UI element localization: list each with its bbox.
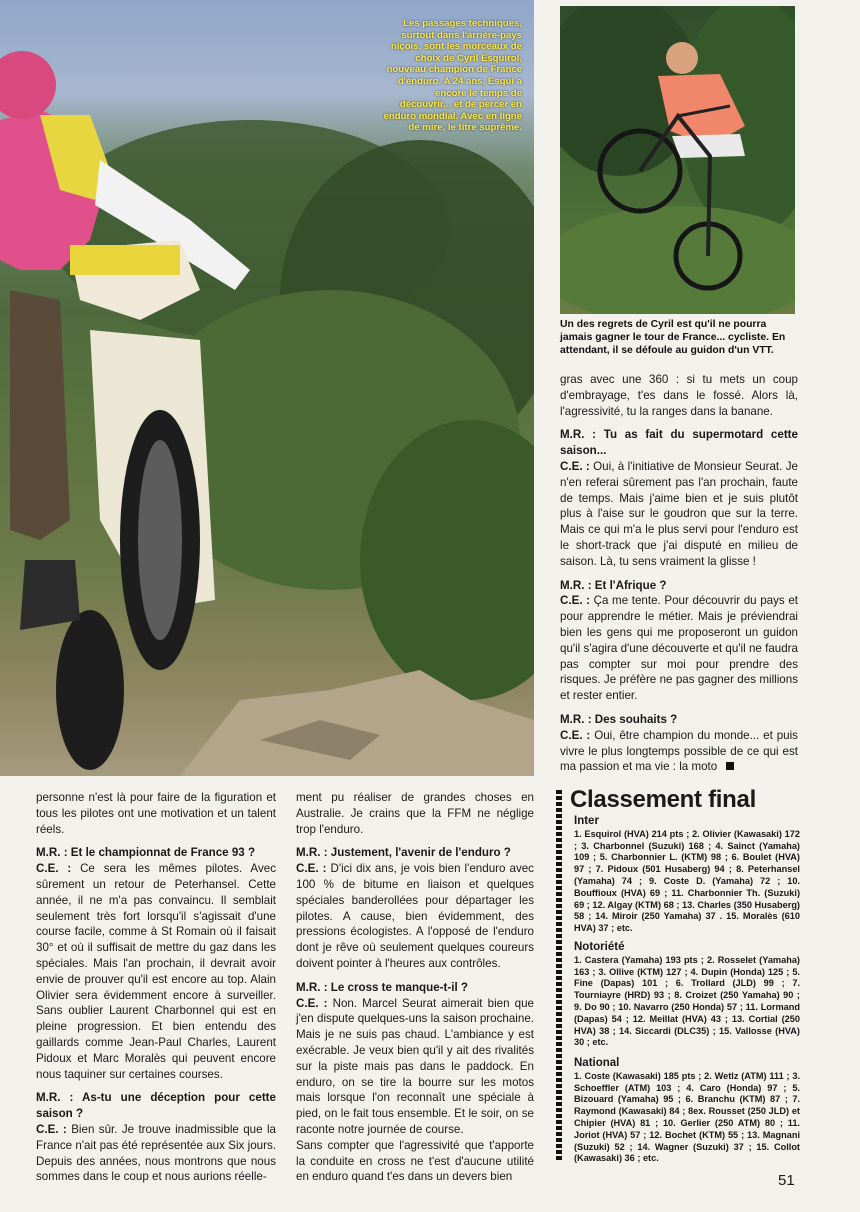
side-photo-caption: Un des regrets de Cyril est qu'il ne pourra jamais gagner le tour de France... cycliste. En attendant, il se défoule au guidon d'un VTT. xyxy=(560,319,786,356)
question: M.R. : Et l'Afrique ? xyxy=(560,578,667,592)
side-photo-illustration xyxy=(560,6,795,314)
paragraph: personne n'est là pour faire de la figuration et tous les pilotes ont une motivation et un talent réels. xyxy=(36,791,276,836)
interview-column-1 xyxy=(36,790,276,1193)
main-photo-caption: Les passages techniques, surtout dans l'arrière-pays niçois, sont les morceaux de choix de Cyril Esquirol, nouveau champion de France d'enduro. A 24 ans, Esqui a encore le temps de découvrir... et de percer en enduro mondial. Avec en ligne de mire, le titre suprême. xyxy=(383,18,522,134)
answer: Ce sera les mêmes pilotes. Avec sûrement un retour de Peterhansel. Cette année, il ne m'a pas convaincu. Il semblait seulement très fort lorsqu'il s'agissait d'une course facile, comme à St Romain où il faisait 30° et où il suffisait de mettre du gaz dans les spéciales. Mais l'an prochain, il devrait avoir envie de prouver qu'il est encore au top. Alain Olivier sera évidemment encore à surveiller. Sans oublier Laurent Charbonnel qui est en pleine progression. Et bien entendu des gaillards comme Jean-Paul Charles, Laurent Pidoux et Marc Moralès qui peuvent encore nous taquiner sur certaines courses. xyxy=(36,862,276,1081)
category-results: 1. Coste (Kawasaki) 185 pts ; 2. Wetlz (ATM) 111 ; 3. Schoeffler (ATM) 103 ; 4. Caro (Honda) 97 ; 5. Bizouard (Yamaha) 95 ; 6. Branchu (KTM) 87 ; 7. Raymond (Kawasaki) 84 ; 8ex. Rousset (250 JLD) et Chipier (HVA) 81 ; 10. Gerlier (250 ATM) 80 ; 11. Joriot (HVA) 57 ; 12. Bochet (KTM) 55 ; 13. Magnani (Suzuki) 52 ; 14. Wagner (Suzuki) 37 ; 15. Collot (Kawasaki) 36 ; etc. xyxy=(574,1070,800,1164)
classement-category-notoriete xyxy=(574,942,800,1049)
category-results: 1. Castera (Yamaha) 193 pts ; 2. Rosselet (Yamaha) 163 ; 3. Ollive (KTM) 127 ; 4. Dupin (Honda) 125 ; 5. Fine (Dapas) 101 ; 6. Trollard (JLD) 99 ; 7. Tourniayre (HRD) 93 ; 8. Croizet (250 Yamaha) 90 ; 9. Do 90 ; 10. Navarro (250 Honda) 57 ; 11. Lormand (Dapas) 54 ; 12. Meillat (HVA) 43 ; 13. Cortial (250 HVA) 38 ; 14. Siccardi (DLC35) ; 15. Vallosse (HVA) 30 ; etc. xyxy=(574,954,800,1048)
answer: Non. Marcel Seurat aimerait bien que j'en dispute quelques-uns la saison prochaine. Mais je ne suis pas chaud. L'ambiance y est exécrable. Je veux bien qu'il y ait des rivalités sur la piste mais pas dans le paddock. En enduro, on se tire la bourre sur les motos mais lorsque l'on reconnaît une spéciale à pied, on le fait tous ensemble. Et le soir, on se raconte notre journée de course. xyxy=(296,996,534,1136)
answer-label: C.E. : xyxy=(296,996,328,1010)
classement-category-national xyxy=(574,1058,800,1165)
qa-block xyxy=(296,980,534,1138)
qa-block xyxy=(560,578,798,704)
answer-label: C.E. : xyxy=(560,594,591,608)
question: M.R. : As-tu une déception pour cette saison ? xyxy=(36,1091,276,1121)
answer: Oui, à l'initiative de Monsieur Seurat. Je n'en referai sûrement pas l'an prochain, faute de temps. Mais j'aime bien et je suis plutôt plus à l'aise sur le goudron que sur la terre. Mais ce qui m'a le plus servi pour l'enduro est le short-track que j'ai disputé en milieu de saison. Là, tu sens vraiment la glisse ! xyxy=(560,459,798,568)
qa-block xyxy=(36,845,276,1082)
answer: Oui, être champion du monde... et puis vivre le plus longtemps possible de ce qui est ma passion et ma vie : la moto xyxy=(560,728,798,774)
classement-category-inter xyxy=(574,816,800,935)
question: M.R. : Et le championnat de France 93 ? xyxy=(36,846,256,860)
qa-block xyxy=(560,427,798,569)
page-number: 51 xyxy=(778,1172,795,1189)
answer-label: C.E. : xyxy=(560,728,591,742)
classement-title: Classement final xyxy=(570,786,756,813)
answer: Bien sûr. Je trouve inadmissible que la France n'ait pas été représentée aux Six jours. Depuis des années, nous montrons que nous sommes dans le coup et nous aurions réelle- xyxy=(36,1122,276,1184)
interview-column-2 xyxy=(296,790,534,1193)
category-title: Inter xyxy=(574,815,599,827)
answer: D'ici dix ans, je vois bien l'enduro avec 100 % de bitume en liaison et quelques spéciales banderollées pour départager les pilotes. A cause, bien évidemment, des pressions écologistes. A l'opposé de l'enduro dont je rêve où seulement quelques coureurs doivent pointer à l'heures aux contrôles. xyxy=(296,862,534,970)
paragraph: ment pu réaliser de grandes choses en Australie. Je crains que la FFM ne néglige trop l'enduro. xyxy=(296,791,534,836)
paragraph: gras avec une 360 : si tu mets un coup d'embrayage, t'es dans le fossé. Alors là, l'agressivité, tu la ranges dans la banane. xyxy=(560,373,798,418)
category-title: Notoriété xyxy=(574,941,625,953)
answer-label: C.E. : xyxy=(560,459,590,473)
question: M.R. : Justement, l'avenir de l'enduro ? xyxy=(296,846,511,860)
category-results: 1. Esquirol (HVA) 214 pts ; 2. Olivier (Kawasaki) 172 ; 3. Charbonnel (Suzuki) 168 ; 4. Sainct (Yamaha) 109 ; 5. Charbonnier L. (KTM) 98 ; 6. Boulet (HVA) 97 ; 7. Pidoux (501 Husaberg) 94 ; 8. Peterhansel (Yamaha) 74 ; 9. Coste D. (Yamaha) 72 ; 10. Bouffioux (HVA) 69 ; 11. Charbonnier Th. (Suzuki) 69 ; 12. Algay (KTM) 68 ; 13. Charles (350 Husaberg) 58 ; 14. Miroir (250 Yamaha) 37 . 15. Moralès (610 HVA) 37 ; etc. xyxy=(574,828,800,934)
category-title: National xyxy=(574,1057,620,1069)
answer-label: C.E. : xyxy=(36,1122,67,1136)
answer: Ça me tente. Pour découvrir du pays et pour apprendre le métier. Mais je préviendrai bien les gens qui me proposeront un guidon qu'il s'agira d'une découverte et qu'il ne faudra pas compter sur moi pour prendre des risques. Je préfère ne pas gagner des millions et rester entier. xyxy=(560,594,798,703)
question: M.R. : Le cross te manque-t-il ? xyxy=(296,980,468,994)
main-photo-enduro-rider xyxy=(0,0,534,776)
answer-label: C.E. : xyxy=(296,862,327,876)
paragraph: Sans compter que l'agressivité que t'apporte la conduite en cross ne t'est d'aucune utilité en enduro quand t'es dans un devers bien xyxy=(296,1138,534,1184)
classement-final-box xyxy=(556,786,800,1164)
question: M.R. : Des souhaits ? xyxy=(560,712,678,726)
qa-block xyxy=(36,1090,276,1185)
qa-block xyxy=(560,712,798,775)
interview-column-right xyxy=(560,372,798,783)
question: M.R. : Tu as fait du supermotard cette saison... xyxy=(560,428,798,458)
end-of-article-mark xyxy=(726,762,734,770)
answer-label: C.E. : xyxy=(36,862,72,876)
side-photo-mountain-bike xyxy=(560,6,795,314)
qa-block xyxy=(296,845,534,971)
dotted-bar-decoration xyxy=(556,790,562,1160)
